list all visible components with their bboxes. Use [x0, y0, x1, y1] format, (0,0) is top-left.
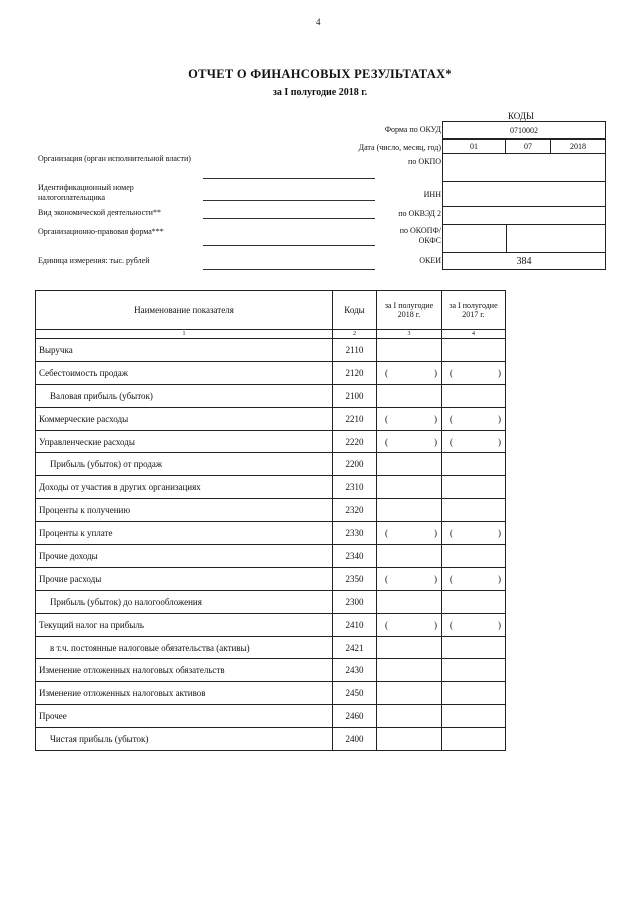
unit-label: Единица измерения: тыс. рублей: [38, 256, 150, 265]
table-row: [36, 407, 506, 430]
value-cell-2018[interactable]: ( ): [377, 407, 442, 430]
value-cell-2018[interactable]: ( ): [377, 567, 442, 590]
table-row: [36, 476, 506, 499]
okpo-box: [442, 153, 606, 182]
value-cell-2017[interactable]: [442, 384, 506, 407]
value-cell-2017[interactable]: [442, 476, 506, 499]
page-number: 4: [316, 17, 321, 27]
row-name: Доходы от участия в других организациях: [36, 476, 333, 499]
inn-label: ИНН: [423, 190, 441, 199]
table-row: [36, 430, 506, 453]
date-year: 2018: [550, 139, 606, 154]
legal-form-input-line[interactable]: [203, 245, 375, 246]
row-code: 2350: [333, 567, 377, 590]
row-name: Прочие доходы: [36, 545, 333, 568]
value-cell-2017[interactable]: [442, 545, 506, 568]
col-number: 4: [442, 330, 506, 339]
value-cell-2018[interactable]: [377, 545, 442, 568]
activity-input-line[interactable]: [203, 218, 375, 219]
value-cell-2018[interactable]: ( ): [377, 361, 442, 384]
date-day: 01: [442, 139, 506, 154]
row-name: Себестоимость продаж: [36, 361, 333, 384]
row-code: 2100: [333, 384, 377, 407]
row-code: 2120: [333, 361, 377, 384]
row-name: Выручка: [36, 339, 333, 362]
header-code: Коды: [333, 291, 377, 330]
row-name: Прибыль (убыток) до налогообложения: [36, 590, 333, 613]
okopf-box: [442, 224, 507, 253]
value-cell-2018[interactable]: ( ): [377, 430, 442, 453]
header-name: Наименование показателя: [36, 291, 333, 330]
okved-label: по ОКВЭД 2: [398, 209, 441, 218]
row-code: 2421: [333, 636, 377, 659]
row-name: Прибыль (убыток) от продаж: [36, 453, 333, 476]
row-code: 2300: [333, 590, 377, 613]
row-code: 2200: [333, 453, 377, 476]
value-cell-2018[interactable]: [377, 339, 442, 362]
row-name: Коммерческие расходы: [36, 407, 333, 430]
value-cell-2018[interactable]: [377, 499, 442, 522]
value-cell-2017[interactable]: [442, 728, 506, 751]
value-cell-2018[interactable]: [377, 659, 442, 682]
form-code-box: 0710002: [442, 121, 606, 139]
table-row: [36, 705, 506, 728]
value-cell-2017[interactable]: ( ): [442, 361, 506, 384]
value-cell-2017[interactable]: [442, 659, 506, 682]
value-cell-2018[interactable]: [377, 728, 442, 751]
row-name: Проценты к уплате: [36, 522, 333, 545]
row-name: Изменение отложенных налоговых активов: [36, 682, 333, 705]
table-row: [36, 636, 506, 659]
row-code: 2410: [333, 613, 377, 636]
header-period2: за I полугодие 2017 г.: [442, 291, 506, 330]
value-cell-2017[interactable]: [442, 705, 506, 728]
okved-box: [442, 206, 606, 225]
table-row: [36, 545, 506, 568]
value-cell-2017[interactable]: [442, 453, 506, 476]
value-cell-2018[interactable]: [377, 682, 442, 705]
col-number: 1: [36, 330, 333, 339]
okfs-label: ОКФС: [418, 236, 441, 245]
okei-label: ОКЕИ: [419, 256, 441, 265]
form-label: Форма по ОКУД: [384, 125, 441, 134]
value-cell-2017[interactable]: ( ): [442, 567, 506, 590]
inn-box: [442, 181, 606, 207]
activity-label: Вид экономической деятельности**: [38, 208, 161, 217]
value-cell-2017[interactable]: ( ): [442, 613, 506, 636]
value-cell-2017[interactable]: [442, 682, 506, 705]
value-cell-2018[interactable]: [377, 705, 442, 728]
row-code: 2450: [333, 682, 377, 705]
row-name: Изменение отложенных налоговых обязательств: [36, 659, 333, 682]
table-row: [36, 613, 506, 636]
row-code: 2320: [333, 499, 377, 522]
value-cell-2017[interactable]: [442, 636, 506, 659]
row-name: Текущий налог на прибыль: [36, 613, 333, 636]
row-code: 2340: [333, 545, 377, 568]
value-cell-2018[interactable]: [377, 453, 442, 476]
row-code: 2330: [333, 522, 377, 545]
row-code: 2460: [333, 705, 377, 728]
row-code: 2400: [333, 728, 377, 751]
table-row: [36, 567, 506, 590]
table-row: [36, 453, 506, 476]
okei-box: 384: [442, 252, 606, 270]
date-month: 07: [505, 139, 551, 154]
okopf-label: по ОКОПФ/: [399, 226, 441, 235]
value-cell-2017[interactable]: ( ): [442, 407, 506, 430]
inn-desc-label: Идентификационный номер налогоплательщика: [38, 183, 134, 202]
row-code: 2210: [333, 407, 377, 430]
table-row: [36, 659, 506, 682]
value-cell-2018[interactable]: [377, 590, 442, 613]
value-cell-2018[interactable]: [377, 636, 442, 659]
table-row: [36, 339, 506, 362]
org-label: Организация (орган исполнительной власти): [38, 154, 191, 163]
row-name: Валовая прибыль (убыток): [36, 384, 333, 407]
col-number: 2: [333, 330, 377, 339]
okpo-label: по ОКПО: [408, 157, 441, 166]
row-name: Прочее: [36, 705, 333, 728]
table-row: [36, 499, 506, 522]
row-name: Прочие расходы: [36, 567, 333, 590]
table-row: [36, 590, 506, 613]
codes-header: КОДЫ: [508, 111, 534, 121]
report-period: за I полугодие 2018 г.: [272, 87, 368, 98]
row-code: 2220: [333, 430, 377, 453]
row-code: 2110: [333, 339, 377, 362]
okfs-box: [506, 224, 606, 253]
value-cell-2017[interactable]: [442, 499, 506, 522]
col-number: 3: [377, 330, 442, 339]
row-code: 2430: [333, 659, 377, 682]
inn-input-line[interactable]: [203, 200, 375, 201]
financial-results-table: [35, 290, 506, 751]
org-input-line[interactable]: [203, 178, 375, 179]
value-cell-2018[interactable]: ( ): [377, 522, 442, 545]
row-name: в т.ч. постоянные налоговые обязательства (активы): [36, 636, 333, 659]
value-cell-2017[interactable]: ( ): [442, 430, 506, 453]
row-code: 2310: [333, 476, 377, 499]
table-row: [36, 361, 506, 384]
value-cell-2018[interactable]: [377, 384, 442, 407]
table-row: [36, 384, 506, 407]
value-cell-2017[interactable]: [442, 339, 506, 362]
table-row: [36, 682, 506, 705]
value-cell-2018[interactable]: [377, 476, 442, 499]
legal-form-label: Организационно-правовая форма***: [38, 227, 164, 236]
row-name: Проценты к получению: [36, 499, 333, 522]
unit-input-line[interactable]: [203, 269, 375, 270]
value-cell-2017[interactable]: ( ): [442, 522, 506, 545]
value-cell-2017[interactable]: [442, 590, 506, 613]
row-name: Управленческие расходы: [36, 430, 333, 453]
table-row: [36, 728, 506, 751]
row-name: Чистая прибыль (убыток): [36, 728, 333, 751]
table-row: [36, 522, 506, 545]
report-title: ОТЧЕТ О ФИНАНСОВЫХ РЕЗУЛЬТАТАХ*: [188, 67, 452, 81]
header-period1: за I полугодие 2018 г.: [377, 291, 442, 330]
date-label: Дата (число, месяц, год): [358, 143, 441, 152]
value-cell-2018[interactable]: ( ): [377, 613, 442, 636]
